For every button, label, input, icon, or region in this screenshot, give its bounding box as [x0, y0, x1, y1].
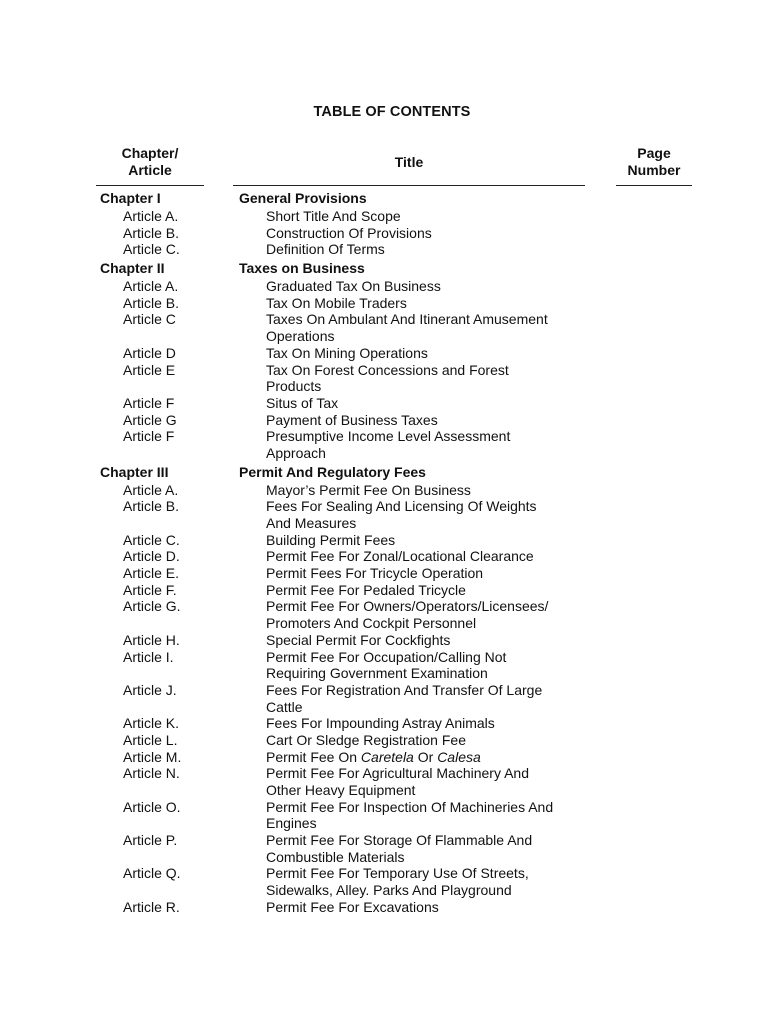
toc-article-row [0, 682, 768, 699]
article-label: Article C. [123, 531, 180, 548]
toc-article-row [0, 241, 768, 258]
toc-article-row [0, 362, 768, 379]
article-title: Engines [266, 815, 317, 832]
chapter-title: General Provisions [239, 190, 367, 206]
column-header-page-number [616, 145, 692, 179]
toc-article-row [0, 649, 768, 666]
article-label: Article B. [123, 294, 180, 311]
title-part: Calesa [437, 748, 481, 765]
column-header-chapter-line1: Chapter/ [121, 145, 179, 161]
article-title: Permit Fee For Zonal/Locational Clearance [266, 548, 534, 565]
article-label: Article G. [123, 598, 181, 615]
article-label: Article A. [123, 278, 179, 295]
toc-continuation-row [0, 445, 768, 462]
article-title: Permit Fee For Owners/Operators/Licensees/ [266, 598, 549, 615]
column-header-title: Title [394, 154, 424, 170]
article-title: Permit Fee For Occupation/Calling Not [266, 648, 507, 665]
toc-article-row [0, 799, 768, 816]
toc-article-row [0, 715, 768, 732]
article-title: Fees For Sealing And Licensing Of Weights [266, 498, 537, 515]
article-title: Operations [266, 328, 335, 345]
toc-article-row [0, 295, 768, 312]
toc-continuation-row [0, 665, 768, 682]
article-label: Article M. [123, 748, 182, 765]
toc-chapter-row [0, 463, 768, 482]
article-title: Cattle [266, 698, 303, 715]
toc-article-row [0, 482, 768, 499]
toc-continuation-row [0, 815, 768, 832]
toc-article-row [0, 395, 768, 412]
article-label: Article I. [123, 648, 174, 665]
article-title: Tax On Mining Operations [266, 344, 428, 361]
article-title: Tax On Mobile Traders [266, 294, 407, 311]
article-title: Mayor’s Permit Fee On Business [266, 481, 471, 498]
article-title: Definition Of Terms [266, 241, 385, 258]
toc-article-row [0, 428, 768, 445]
toc-chapter-row [0, 189, 768, 208]
toc-continuation-row [0, 782, 768, 799]
article-label: Article H. [123, 631, 180, 648]
article-title: Permit Fee For Pedaled Tricycle [266, 581, 466, 598]
article-label: Article F [123, 428, 175, 445]
article-label: Article D [123, 344, 176, 361]
header-rule-chapter [96, 185, 204, 186]
toc-article-row [0, 565, 768, 582]
article-title: Requiring Government Examination [266, 665, 488, 682]
article-title: Situs of Tax [266, 394, 339, 411]
chapter-label: Chapter I [100, 190, 161, 206]
toc-article-row [0, 412, 768, 429]
toc-article-row [0, 899, 768, 916]
toc-article-row [0, 498, 768, 515]
article-title [266, 749, 481, 766]
article-title: Fees For Impounding Astray Animals [266, 715, 495, 732]
article-label: Article N. [123, 765, 180, 782]
article-title: And Measures [266, 515, 357, 531]
article-title: Taxes On Ambulant And Itinerant Amusement [266, 311, 548, 328]
page-title: TABLE OF CONTENTS [313, 104, 471, 120]
article-label: Article K. [123, 715, 180, 732]
article-label: Article A. [123, 208, 179, 224]
article-title: Promoters And Cockpit Personnel [266, 615, 477, 632]
article-title: Tax On Forest Concessions and Forest [266, 361, 509, 378]
article-label: Article R. [123, 898, 180, 915]
article-label: Article J. [123, 681, 177, 698]
article-label: Article Q. [123, 865, 181, 882]
article-label: Article P. [123, 832, 178, 849]
article-label: Article C [123, 311, 176, 328]
header-rule-page [616, 185, 692, 186]
chapter-title: Taxes on Business [239, 260, 365, 277]
column-header-page-line1: Page [637, 145, 671, 161]
article-title: Permit Fee For Temporary Use Of Streets, [266, 865, 529, 882]
title-part: Or [413, 748, 438, 765]
column-header-page-line2: Number [627, 162, 681, 178]
article-label: Article F. [123, 581, 177, 598]
toc-list [0, 189, 768, 916]
article-label: Article D. [123, 548, 180, 565]
article-title: Permit Fee For Agricultural Machinery And [266, 765, 529, 782]
article-title: Other Heavy Equipment [266, 782, 416, 798]
chapter-title: Permit And Regulatory Fees [239, 463, 426, 480]
toc-article-row [0, 582, 768, 599]
column-header-chapter-line2: Article [128, 162, 172, 178]
article-title: Permit Fees For Tricycle Operation [266, 565, 484, 582]
toc-article-row [0, 548, 768, 565]
article-title: Sidewalks, Alley. Parks And Playground [266, 882, 512, 899]
header-rule-title [233, 185, 585, 186]
article-label: Article B. [123, 224, 180, 241]
toc-article-row [0, 278, 768, 295]
chapter-label: Chapter II [100, 260, 165, 277]
article-title: Special Permit For Cockfights [266, 631, 451, 648]
article-label: Article A. [123, 481, 179, 498]
article-title: Products [266, 378, 322, 395]
article-label: Article G [123, 411, 177, 428]
toc-article-row [0, 225, 768, 242]
article-label: Article C. [123, 241, 180, 258]
article-title: Fees For Registration And Transfer Of Large [266, 681, 543, 698]
article-title: Construction Of Provisions [266, 224, 432, 241]
article-title: Permit Fee For Excavations [266, 898, 439, 915]
column-header-chapter-article [96, 145, 204, 179]
toc-article-row [0, 832, 768, 849]
toc-continuation-row [0, 615, 768, 632]
article-label: Article E. [123, 565, 180, 582]
toc-article-row [0, 765, 768, 782]
toc-article-row [0, 749, 768, 766]
toc-article-row [0, 598, 768, 615]
article-label: Article B. [123, 498, 180, 515]
article-title: Short Title And Scope [266, 208, 401, 224]
toc-article-row [0, 208, 768, 225]
toc-article-row [0, 732, 768, 749]
article-title: Combustible Materials [266, 848, 405, 865]
toc-continuation-row [0, 699, 768, 716]
toc-article-row [0, 311, 768, 328]
article-label: Article F [123, 394, 175, 411]
toc-continuation-row [0, 328, 768, 345]
article-title: Payment of Business Taxes [266, 411, 438, 428]
title-part: Permit Fee On [266, 748, 361, 765]
article-title: Permit Fee For Inspection Of Machineries And [266, 798, 554, 815]
article-title: Graduated Tax On Business [266, 278, 441, 295]
toc-article-row [0, 532, 768, 549]
toc-chapter-row [0, 259, 768, 278]
article-title: Presumptive Income Level Assessment [266, 428, 511, 445]
article-title: Approach [266, 444, 326, 461]
toc-continuation-row [0, 378, 768, 395]
article-label: Article O. [123, 798, 181, 815]
toc-continuation-row [0, 515, 768, 532]
toc-article-row [0, 632, 768, 649]
title-part: Caretela [360, 748, 414, 765]
toc-continuation-row [0, 849, 768, 866]
toc-article-row [0, 345, 768, 362]
toc-continuation-row [0, 882, 768, 899]
article-title: Permit Fee For Storage Of Flammable And [266, 832, 533, 849]
article-label: Article L. [123, 731, 178, 748]
toc-article-row [0, 865, 768, 882]
article-title: Building Permit Fees [266, 531, 396, 548]
article-title: Cart Or Sledge Registration Fee [266, 731, 466, 748]
chapter-label: Chapter III [100, 463, 169, 480]
article-label: Article E [123, 361, 176, 378]
